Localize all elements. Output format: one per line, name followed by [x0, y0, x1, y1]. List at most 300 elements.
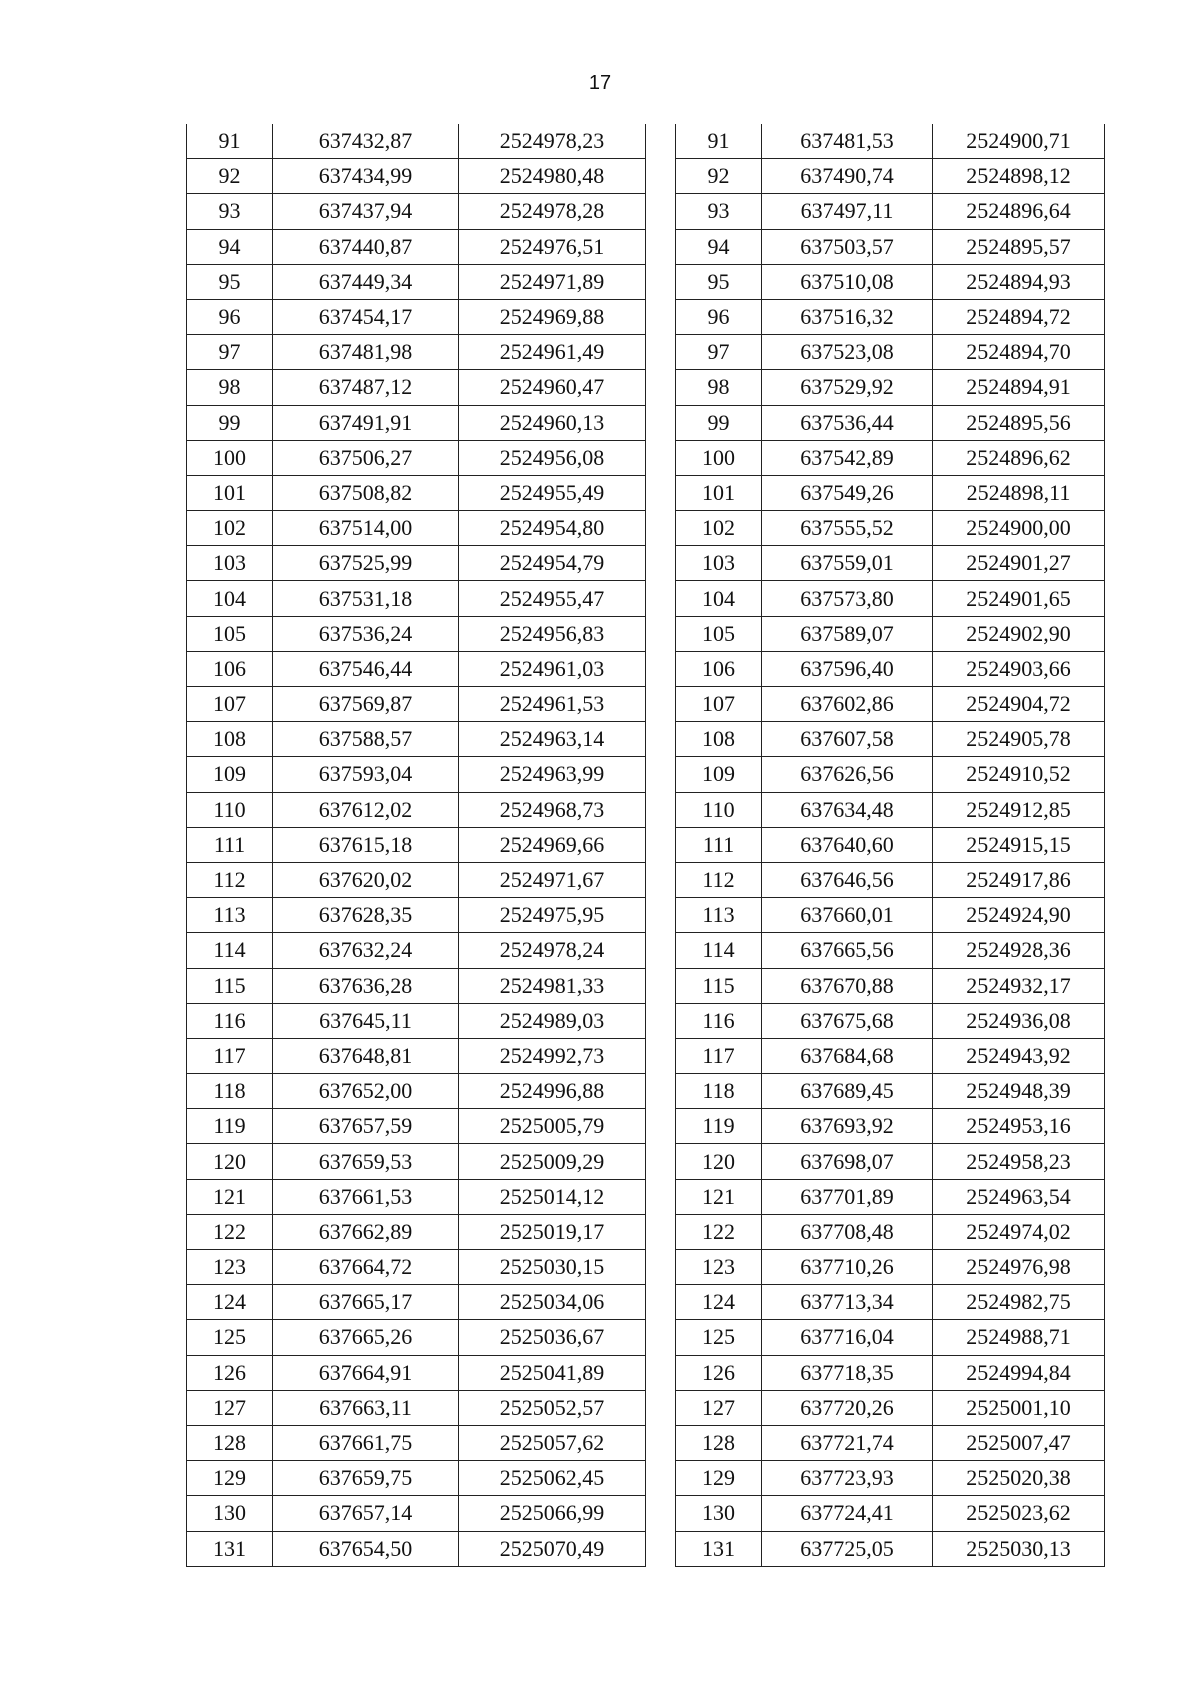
x-coordinate-cell: 637660,01 — [762, 898, 933, 933]
x-coordinate-cell: 637663,11 — [273, 1390, 459, 1425]
y-coordinate-cell: 2524928,36 — [933, 933, 1105, 968]
x-coordinate-cell: 637716,04 — [762, 1320, 933, 1355]
y-coordinate-cell: 2524980,48 — [459, 159, 646, 194]
x-coordinate-cell: 637491,91 — [273, 405, 459, 440]
y-coordinate-cell: 2525066,99 — [459, 1496, 646, 1531]
point-number-cell: 91 — [676, 124, 762, 159]
x-coordinate-cell: 637646,56 — [762, 862, 933, 897]
y-coordinate-cell: 2524958,23 — [933, 1144, 1105, 1179]
y-coordinate-cell: 2525057,62 — [459, 1425, 646, 1460]
table-row — [676, 651, 1105, 686]
point-number-cell: 101 — [676, 475, 762, 510]
x-coordinate-cell: 637713,34 — [762, 1285, 933, 1320]
y-coordinate-cell: 2524969,66 — [459, 827, 646, 862]
x-coordinate-cell: 637665,56 — [762, 933, 933, 968]
y-coordinate-cell: 2524905,78 — [933, 722, 1105, 757]
point-number-cell: 115 — [187, 968, 273, 1003]
table-row — [676, 299, 1105, 334]
x-coordinate-cell: 637689,45 — [762, 1074, 933, 1109]
point-number-cell: 131 — [676, 1531, 762, 1566]
y-coordinate-cell: 2524896,62 — [933, 440, 1105, 475]
x-coordinate-cell: 637662,89 — [273, 1214, 459, 1249]
y-coordinate-cell: 2524978,23 — [459, 124, 646, 159]
point-number-cell: 116 — [187, 1003, 273, 1038]
x-coordinate-cell: 637542,89 — [762, 440, 933, 475]
x-coordinate-cell: 637693,92 — [762, 1109, 933, 1144]
x-coordinate-cell: 637720,26 — [762, 1390, 933, 1425]
x-coordinate-cell: 637710,26 — [762, 1250, 933, 1285]
table-row — [676, 1425, 1105, 1460]
point-number-cell: 106 — [187, 651, 273, 686]
x-coordinate-cell: 637536,24 — [273, 616, 459, 651]
table-row — [187, 757, 646, 792]
y-coordinate-cell: 2524954,79 — [459, 546, 646, 581]
point-number-cell: 120 — [676, 1144, 762, 1179]
x-coordinate-cell: 637645,11 — [273, 1003, 459, 1038]
x-coordinate-cell: 637503,57 — [762, 229, 933, 264]
y-coordinate-cell: 2524955,49 — [459, 475, 646, 510]
x-coordinate-cell: 637652,00 — [273, 1074, 459, 1109]
y-coordinate-cell: 2524894,93 — [933, 264, 1105, 299]
point-number-cell: 130 — [187, 1496, 273, 1531]
x-coordinate-cell: 637675,68 — [762, 1003, 933, 1038]
table-row — [187, 405, 646, 440]
x-coordinate-cell: 637531,18 — [273, 581, 459, 616]
y-coordinate-cell: 2524978,28 — [459, 194, 646, 229]
point-number-cell: 99 — [676, 405, 762, 440]
x-coordinate-cell: 637573,80 — [762, 581, 933, 616]
x-coordinate-cell: 637549,26 — [762, 475, 933, 510]
point-number-cell: 111 — [676, 827, 762, 862]
point-number-cell: 102 — [187, 511, 273, 546]
table-row — [676, 1461, 1105, 1496]
point-number-cell: 103 — [187, 546, 273, 581]
point-number-cell: 105 — [187, 616, 273, 651]
point-number-cell: 96 — [676, 299, 762, 334]
y-coordinate-cell: 2524976,98 — [933, 1250, 1105, 1285]
x-coordinate-cell: 637440,87 — [273, 229, 459, 264]
y-coordinate-cell: 2524996,88 — [459, 1074, 646, 1109]
point-number-cell: 128 — [187, 1425, 273, 1460]
table-row — [676, 475, 1105, 510]
point-number-cell: 100 — [676, 440, 762, 475]
table-row — [676, 405, 1105, 440]
x-coordinate-cell: 637665,26 — [273, 1320, 459, 1355]
table-row — [187, 546, 646, 581]
point-number-cell: 95 — [187, 264, 273, 299]
y-coordinate-cell: 2524900,00 — [933, 511, 1105, 546]
x-coordinate-cell: 637481,98 — [273, 335, 459, 370]
x-coordinate-cell: 637432,87 — [273, 124, 459, 159]
point-number-cell: 122 — [187, 1214, 273, 1249]
table-row — [187, 687, 646, 722]
x-coordinate-cell: 637701,89 — [762, 1179, 933, 1214]
y-coordinate-cell: 2524917,86 — [933, 862, 1105, 897]
point-number-cell: 116 — [676, 1003, 762, 1038]
x-coordinate-cell: 637508,82 — [273, 475, 459, 510]
point-number-cell: 124 — [187, 1285, 273, 1320]
table-row — [676, 124, 1105, 159]
table-row — [676, 194, 1105, 229]
x-coordinate-cell: 637510,08 — [762, 264, 933, 299]
x-coordinate-cell: 637661,53 — [273, 1179, 459, 1214]
y-coordinate-cell: 2524971,89 — [459, 264, 646, 299]
x-coordinate-cell: 637634,48 — [762, 792, 933, 827]
x-coordinate-cell: 637602,86 — [762, 687, 933, 722]
point-number-cell: 122 — [676, 1214, 762, 1249]
x-coordinate-cell: 637708,48 — [762, 1214, 933, 1249]
point-number-cell: 121 — [676, 1179, 762, 1214]
point-number-cell: 123 — [676, 1250, 762, 1285]
table-row — [187, 1179, 646, 1214]
y-coordinate-cell: 2524963,54 — [933, 1179, 1105, 1214]
y-coordinate-cell: 2524902,90 — [933, 616, 1105, 651]
x-coordinate-cell: 637664,72 — [273, 1250, 459, 1285]
y-coordinate-cell: 2524956,83 — [459, 616, 646, 651]
y-coordinate-cell: 2524895,56 — [933, 405, 1105, 440]
x-coordinate-cell: 637632,24 — [273, 933, 459, 968]
point-number-cell: 129 — [676, 1461, 762, 1496]
point-number-cell: 106 — [676, 651, 762, 686]
table-row — [187, 194, 646, 229]
table-row — [676, 757, 1105, 792]
x-coordinate-cell: 637626,56 — [762, 757, 933, 792]
y-coordinate-cell: 2524894,91 — [933, 370, 1105, 405]
point-number-cell: 117 — [676, 1038, 762, 1073]
table-row — [187, 933, 646, 968]
point-number-cell: 128 — [676, 1425, 762, 1460]
table-row — [676, 933, 1105, 968]
table-row — [187, 1003, 646, 1038]
table-row — [676, 546, 1105, 581]
point-number-cell: 111 — [187, 827, 273, 862]
y-coordinate-cell: 2525041,89 — [459, 1355, 646, 1390]
table-row — [187, 898, 646, 933]
y-coordinate-cell: 2525020,38 — [933, 1461, 1105, 1496]
table-row — [187, 862, 646, 897]
point-number-cell: 125 — [676, 1320, 762, 1355]
point-number-cell: 123 — [187, 1250, 273, 1285]
y-coordinate-cell: 2524955,47 — [459, 581, 646, 616]
x-coordinate-cell: 637665,17 — [273, 1285, 459, 1320]
y-coordinate-cell: 2524992,73 — [459, 1038, 646, 1073]
y-coordinate-cell: 2524936,08 — [933, 1003, 1105, 1038]
x-coordinate-cell: 637437,94 — [273, 194, 459, 229]
y-coordinate-cell: 2524968,73 — [459, 792, 646, 827]
x-coordinate-cell: 637559,01 — [762, 546, 933, 581]
x-coordinate-cell: 637723,93 — [762, 1461, 933, 1496]
x-coordinate-cell: 637523,08 — [762, 335, 933, 370]
table-row — [676, 1531, 1105, 1566]
table-row — [187, 1355, 646, 1390]
y-coordinate-cell: 2524903,66 — [933, 651, 1105, 686]
x-coordinate-cell: 637546,44 — [273, 651, 459, 686]
y-coordinate-cell: 2524978,24 — [459, 933, 646, 968]
x-coordinate-cell: 637659,53 — [273, 1144, 459, 1179]
y-coordinate-cell: 2524898,12 — [933, 159, 1105, 194]
y-coordinate-cell: 2524963,99 — [459, 757, 646, 792]
x-coordinate-cell: 637724,41 — [762, 1496, 933, 1531]
x-coordinate-cell: 637620,02 — [273, 862, 459, 897]
point-number-cell: 127 — [187, 1390, 273, 1425]
x-coordinate-cell: 637628,35 — [273, 898, 459, 933]
point-number-cell: 120 — [187, 1144, 273, 1179]
y-coordinate-cell: 2524969,88 — [459, 299, 646, 334]
coordinates-table-right — [675, 124, 1105, 1567]
table-row — [676, 1355, 1105, 1390]
y-coordinate-cell: 2525030,13 — [933, 1531, 1105, 1566]
point-number-cell: 108 — [676, 722, 762, 757]
y-coordinate-cell: 2524956,08 — [459, 440, 646, 475]
x-coordinate-cell: 637725,05 — [762, 1531, 933, 1566]
table-row — [187, 1250, 646, 1285]
table-row — [187, 616, 646, 651]
table-row — [676, 1320, 1105, 1355]
table-row — [676, 159, 1105, 194]
y-coordinate-cell: 2524898,11 — [933, 475, 1105, 510]
x-coordinate-cell: 637636,28 — [273, 968, 459, 1003]
y-coordinate-cell: 2524954,80 — [459, 511, 646, 546]
point-number-cell: 124 — [676, 1285, 762, 1320]
point-number-cell: 119 — [187, 1109, 273, 1144]
table-row — [187, 792, 646, 827]
x-coordinate-cell: 637555,52 — [762, 511, 933, 546]
table-row — [676, 1144, 1105, 1179]
x-coordinate-cell: 637657,59 — [273, 1109, 459, 1144]
y-coordinate-cell: 2524976,51 — [459, 229, 646, 264]
point-number-cell: 102 — [676, 511, 762, 546]
y-coordinate-cell: 2524948,39 — [933, 1074, 1105, 1109]
table-row — [187, 722, 646, 757]
x-coordinate-cell: 637529,92 — [762, 370, 933, 405]
x-coordinate-cell: 637449,34 — [273, 264, 459, 299]
table-row — [187, 1531, 646, 1566]
table-row — [187, 827, 646, 862]
point-number-cell: 130 — [676, 1496, 762, 1531]
y-coordinate-cell: 2525036,67 — [459, 1320, 646, 1355]
table-row — [676, 440, 1105, 475]
y-coordinate-cell: 2524912,85 — [933, 792, 1105, 827]
y-coordinate-cell: 2524961,53 — [459, 687, 646, 722]
y-coordinate-cell: 2525034,06 — [459, 1285, 646, 1320]
point-number-cell: 118 — [676, 1074, 762, 1109]
point-number-cell: 91 — [187, 124, 273, 159]
y-coordinate-cell: 2524915,15 — [933, 827, 1105, 862]
point-number-cell: 97 — [187, 335, 273, 370]
x-coordinate-cell: 637648,81 — [273, 1038, 459, 1073]
table-row — [676, 1214, 1105, 1249]
y-coordinate-cell: 2524932,17 — [933, 968, 1105, 1003]
y-coordinate-cell: 2524981,33 — [459, 968, 646, 1003]
table-row — [187, 1425, 646, 1460]
table-row — [187, 968, 646, 1003]
x-coordinate-cell: 637490,74 — [762, 159, 933, 194]
y-coordinate-cell: 2524896,64 — [933, 194, 1105, 229]
x-coordinate-cell: 637514,00 — [273, 511, 459, 546]
table-row — [187, 1074, 646, 1109]
x-coordinate-cell: 637596,40 — [762, 651, 933, 686]
table-row — [676, 511, 1105, 546]
x-coordinate-cell: 637698,07 — [762, 1144, 933, 1179]
point-number-cell: 125 — [187, 1320, 273, 1355]
table-row — [187, 1214, 646, 1249]
y-coordinate-cell: 2524900,71 — [933, 124, 1105, 159]
y-coordinate-cell: 2524894,72 — [933, 299, 1105, 334]
point-number-cell: 110 — [676, 792, 762, 827]
x-coordinate-cell: 637525,99 — [273, 546, 459, 581]
y-coordinate-cell: 2524963,14 — [459, 722, 646, 757]
point-number-cell: 93 — [187, 194, 273, 229]
x-coordinate-cell: 637612,02 — [273, 792, 459, 827]
x-coordinate-cell: 637569,87 — [273, 687, 459, 722]
table-row — [676, 264, 1105, 299]
table-row — [676, 1003, 1105, 1038]
table-row — [187, 440, 646, 475]
x-coordinate-cell: 637640,60 — [762, 827, 933, 862]
point-number-cell: 131 — [187, 1531, 273, 1566]
y-coordinate-cell: 2524974,02 — [933, 1214, 1105, 1249]
page-number: 17 — [588, 72, 612, 94]
table-row — [676, 229, 1105, 264]
y-coordinate-cell: 2525009,29 — [459, 1144, 646, 1179]
point-number-cell: 126 — [187, 1355, 273, 1390]
table-row — [187, 229, 646, 264]
table-row — [676, 968, 1105, 1003]
x-coordinate-cell: 637481,53 — [762, 124, 933, 159]
y-coordinate-cell: 2525014,12 — [459, 1179, 646, 1214]
table-row — [676, 1496, 1105, 1531]
x-coordinate-cell: 637657,14 — [273, 1496, 459, 1531]
x-coordinate-cell: 637684,68 — [762, 1038, 933, 1073]
point-number-cell: 94 — [676, 229, 762, 264]
table-row — [676, 1074, 1105, 1109]
y-coordinate-cell: 2524894,70 — [933, 335, 1105, 370]
point-number-cell: 95 — [676, 264, 762, 299]
x-coordinate-cell: 637589,07 — [762, 616, 933, 651]
point-number-cell: 114 — [676, 933, 762, 968]
x-coordinate-cell: 637654,50 — [273, 1531, 459, 1566]
point-number-cell: 103 — [676, 546, 762, 581]
point-number-cell: 127 — [676, 1390, 762, 1425]
table-row — [187, 511, 646, 546]
table-row — [187, 124, 646, 159]
point-number-cell: 114 — [187, 933, 273, 968]
y-coordinate-cell: 2525052,57 — [459, 1390, 646, 1425]
y-coordinate-cell: 2524961,03 — [459, 651, 646, 686]
x-coordinate-cell: 637664,91 — [273, 1355, 459, 1390]
x-coordinate-cell: 637434,99 — [273, 159, 459, 194]
x-coordinate-cell: 637454,17 — [273, 299, 459, 334]
y-coordinate-cell: 2524975,95 — [459, 898, 646, 933]
x-coordinate-cell: 637659,75 — [273, 1461, 459, 1496]
x-coordinate-cell: 637593,04 — [273, 757, 459, 792]
table-row — [187, 299, 646, 334]
x-coordinate-cell: 637588,57 — [273, 722, 459, 757]
table-row — [187, 1144, 646, 1179]
coordinates-table-left — [186, 124, 646, 1567]
table-row — [187, 1496, 646, 1531]
y-coordinate-cell: 2524924,90 — [933, 898, 1105, 933]
x-coordinate-cell: 637516,32 — [762, 299, 933, 334]
point-number-cell: 98 — [187, 370, 273, 405]
table-row — [187, 264, 646, 299]
table-row — [187, 335, 646, 370]
x-coordinate-cell: 637497,11 — [762, 194, 933, 229]
y-coordinate-cell: 2524989,03 — [459, 1003, 646, 1038]
point-number-cell: 113 — [187, 898, 273, 933]
point-number-cell: 109 — [676, 757, 762, 792]
y-coordinate-cell: 2525070,49 — [459, 1531, 646, 1566]
y-coordinate-cell: 2524943,92 — [933, 1038, 1105, 1073]
point-number-cell: 119 — [676, 1109, 762, 1144]
y-coordinate-cell: 2525005,79 — [459, 1109, 646, 1144]
x-coordinate-cell: 637721,74 — [762, 1425, 933, 1460]
table-row — [676, 862, 1105, 897]
table-row — [187, 1320, 646, 1355]
table-row — [187, 159, 646, 194]
point-number-cell: 112 — [187, 862, 273, 897]
y-coordinate-cell: 2525007,47 — [933, 1425, 1105, 1460]
x-coordinate-cell: 637615,18 — [273, 827, 459, 862]
point-number-cell: 117 — [187, 1038, 273, 1073]
table-row — [187, 1038, 646, 1073]
y-coordinate-cell: 2525001,10 — [933, 1390, 1105, 1425]
point-number-cell: 99 — [187, 405, 273, 440]
y-coordinate-cell: 2525019,17 — [459, 1214, 646, 1249]
point-number-cell: 112 — [676, 862, 762, 897]
y-coordinate-cell: 2524960,47 — [459, 370, 646, 405]
table-row — [187, 370, 646, 405]
point-number-cell: 92 — [676, 159, 762, 194]
y-coordinate-cell: 2524901,27 — [933, 546, 1105, 581]
y-coordinate-cell: 2524971,67 — [459, 862, 646, 897]
y-coordinate-cell: 2524953,16 — [933, 1109, 1105, 1144]
point-number-cell: 121 — [187, 1179, 273, 1214]
x-coordinate-cell: 637506,27 — [273, 440, 459, 475]
x-coordinate-cell: 637536,44 — [762, 405, 933, 440]
point-number-cell: 107 — [676, 687, 762, 722]
table-row — [676, 581, 1105, 616]
table-row — [187, 1461, 646, 1496]
table-row — [676, 370, 1105, 405]
x-coordinate-cell: 637607,58 — [762, 722, 933, 757]
table-row — [676, 1390, 1105, 1425]
y-coordinate-cell: 2525023,62 — [933, 1496, 1105, 1531]
point-number-cell: 107 — [187, 687, 273, 722]
y-coordinate-cell: 2524961,49 — [459, 335, 646, 370]
table-row — [676, 1250, 1105, 1285]
table-row — [676, 335, 1105, 370]
y-coordinate-cell: 2524982,75 — [933, 1285, 1105, 1320]
point-number-cell: 129 — [187, 1461, 273, 1496]
point-number-cell: 115 — [676, 968, 762, 1003]
table-row — [187, 475, 646, 510]
table-row — [676, 792, 1105, 827]
table-row — [187, 581, 646, 616]
point-number-cell: 96 — [187, 299, 273, 334]
table-row — [187, 1390, 646, 1425]
point-number-cell: 109 — [187, 757, 273, 792]
point-number-cell: 98 — [676, 370, 762, 405]
table-row — [676, 1038, 1105, 1073]
y-coordinate-cell: 2524994,84 — [933, 1355, 1105, 1390]
point-number-cell: 108 — [187, 722, 273, 757]
table-row — [187, 651, 646, 686]
table-row — [676, 1285, 1105, 1320]
y-coordinate-cell: 2524988,71 — [933, 1320, 1105, 1355]
point-number-cell: 113 — [676, 898, 762, 933]
point-number-cell: 101 — [187, 475, 273, 510]
